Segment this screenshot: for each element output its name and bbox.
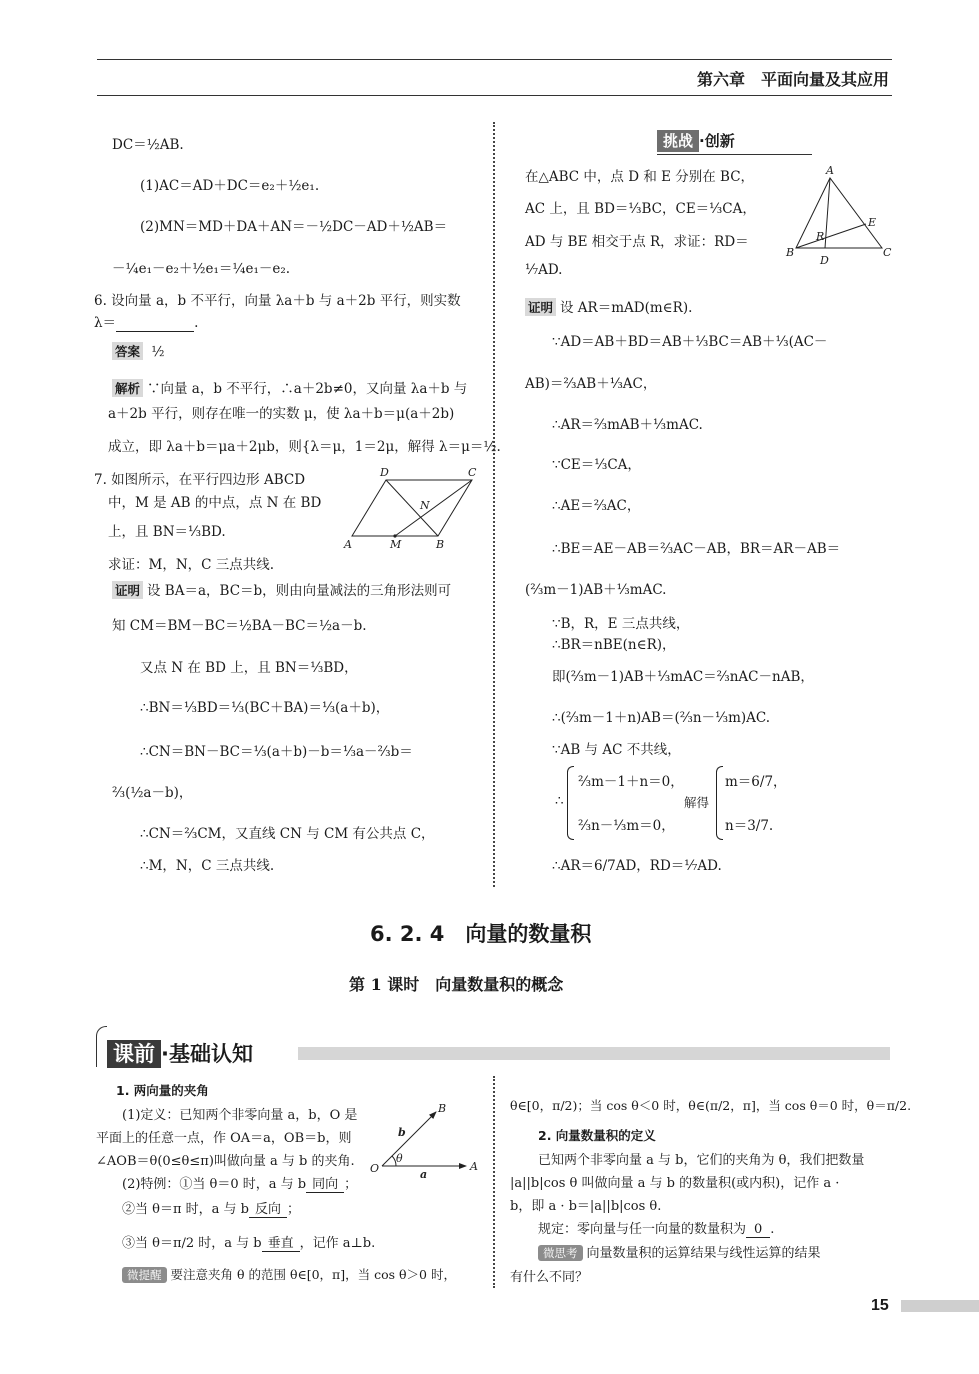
left-line-4: －¼e₁－e₂＋½e₁＝¼e₁－e₂. <box>112 261 291 277</box>
challenge-box: 挑战 <box>657 130 699 152</box>
hint-row <box>122 1265 456 1283</box>
challenge-line-1: 在△ABC 中，点 D 和 E 分别在 BC， <box>525 169 755 185</box>
fig7-label-d: D <box>380 466 389 479</box>
section-subtitle: 第 1 课时 向量数量积的概念 <box>349 975 564 994</box>
section-banner-bar <box>298 1047 890 1060</box>
angle-line-6 <box>122 1232 375 1252</box>
special-case-1-end: ； <box>344 1177 358 1192</box>
proof-t-line-12: ∴(⅔m－1＋n)AB＝(⅔n－⅓m)AC. <box>552 710 771 726</box>
section-banner-text: ·基础认知 <box>161 1042 253 1066</box>
dot-product-heading: 2. 向量数量积的定义 <box>538 1128 656 1143</box>
fig7-label-a: A <box>344 538 352 551</box>
system-eq-2: ⅔n－⅓m＝0， <box>578 818 675 834</box>
proof-t-line-4: ∴AR＝⅔mAB＋⅓mAC. <box>552 417 703 433</box>
challenge-line-2: AC 上，且 BD＝⅓BC，CE＝⅓CA， <box>525 201 756 217</box>
section-banner-corner <box>96 1026 107 1067</box>
proof-7-line-2: 知 CM＝BM－BC＝½BA－BC＝½a－b. <box>112 618 367 634</box>
angle-fig-label-b-point: B <box>438 1102 447 1115</box>
proof-t-line-10: ∴BR＝nBE(n∈R)， <box>552 637 676 653</box>
figT-label-b: B <box>786 246 795 259</box>
column-divider-top <box>493 122 495 887</box>
proof-t-line-6: ∴AE＝⅔AC， <box>552 498 641 514</box>
left-line-2: (1)AC＝AD＋DC＝e₂＋½e₁. <box>140 178 320 194</box>
think-row <box>538 1242 821 1261</box>
analysis-text-1: ∵向量 a，b 不平行，∴a＋2b≠0，又向量 λa＋b 与 <box>147 381 468 397</box>
proof-t-line-13: ∵AB 与 AC 不共线， <box>552 742 681 758</box>
proof-t-line-11: 即(⅔m－1)AB＋⅓mAC＝⅔nAC－nAB， <box>552 669 814 685</box>
special-case-3-end: ，记作 a⊥b. <box>299 1236 376 1251</box>
angle-line-1: (1)定义：已知两个非零向量 a，b，O 是 <box>122 1108 358 1123</box>
question-7-line-4: 求证：M，N，C 三点共线. <box>108 557 275 573</box>
system-left-brace <box>567 766 574 840</box>
system-right-brace <box>716 766 723 840</box>
angle-fig-label-b-vector: b <box>398 1126 406 1139</box>
angle-fig-label-o: O <box>370 1162 380 1175</box>
hint-think-text: 向量数量积的运算结果与线性运算的结果 <box>586 1246 821 1261</box>
answer-blank <box>116 315 194 332</box>
fill-same-direction: 同向 <box>306 1173 344 1193</box>
angle-line-5 <box>122 1198 300 1218</box>
proof-7-line-8: ∴M，N，C 三点共线. <box>140 858 275 874</box>
bottom-right-line-6: 有什么不同？ <box>510 1270 589 1285</box>
angle-fig-label-theta: θ <box>396 1152 403 1165</box>
analysis-line-3: 成立，即 λa＋b＝μa＋2μb，则{λ＝μ，1＝2μ，解得 λ＝μ＝½. <box>108 439 501 455</box>
proof-7-line-7: ∴CN＝⅔CM，又直线 CN 与 CM 有公共点 C， <box>140 826 435 842</box>
figT-label-c: C <box>883 246 892 259</box>
bottom-right-line-4: b，即 a · b＝|a||b|cos θ. <box>510 1199 662 1214</box>
analysis-tag: 解析 <box>112 379 143 397</box>
fill-perpendicular: 垂直 <box>262 1232 300 1252</box>
left-line-1: DC＝½AB. <box>112 137 184 153</box>
system-therefore: ∴ <box>555 793 564 809</box>
analysis-line-2: a＋2b 平行，则存在唯一的实数 μ，使 λa＋b＝μ(a＋2b) <box>108 406 455 422</box>
challenge-text: ·创新 <box>699 132 735 150</box>
chapter-title: 第六章 平面向量及其应用 <box>696 70 889 89</box>
special-case-1: (2)特例：①当 θ＝0 时，a 与 b <box>122 1177 307 1192</box>
figT-label-e: E <box>868 216 877 229</box>
page-number-bar <box>901 1300 979 1312</box>
zero-rule-end: . <box>770 1222 775 1237</box>
fig7-label-c: C <box>468 466 477 479</box>
proof-t-line-7: ∴BE＝AE－AB＝⅔AC－AB，BR＝AR－AB＝ <box>552 541 841 557</box>
bottom-right-line-1: θ∈[0，π/2)；当 cos θ＜0 时，θ∈(π/2，π]，当 cos θ＝0 时，θ＝π/2. <box>510 1098 912 1113</box>
left-line-3: (2)MN＝MD＋DA＋AN＝－½DC－AD＋½AB＝ <box>140 219 448 235</box>
header-bottom-rule <box>97 95 892 96</box>
question-6-line-2: λ＝ . <box>94 315 199 331</box>
special-case-3: ③当 θ＝π/2 时，a 与 b <box>122 1236 262 1251</box>
fig7-label-m: M <box>390 538 402 551</box>
angle-figure <box>366 1098 486 1178</box>
fig7-label-n: N <box>420 499 430 512</box>
answer-tag: 答案 <box>112 342 143 360</box>
system-eq-1: ⅔m－1＋n＝0， <box>578 774 684 790</box>
section-title: 6. 2. 4 向量的数量积 <box>370 922 592 946</box>
figT-label-a: A <box>826 164 834 177</box>
proof-t-line-2: ∵AD＝AB＋BD＝AB＋⅓BC＝AB＋⅓(AC－ <box>552 334 828 350</box>
bottom-right-line-3: |a||b|cos θ 叫做向量 a 与 b 的数量积(或内积)，记作 a · <box>510 1176 840 1191</box>
system-sol-2: n＝3/7. <box>725 818 774 834</box>
proof-7-line-1 <box>112 579 451 599</box>
proof-7-line-6: ⅔(½a－b)， <box>112 785 193 801</box>
proof-7-text-1: 设 BA＝a，BC＝b，则由向量减法的三角形法则可 <box>147 583 452 599</box>
angle-line-2: 平面上的任意一点，作 OA＝a，OB＝b，则 <box>96 1131 352 1146</box>
proof-tag-left: 证明 <box>112 581 143 599</box>
proof-t-line-15: ∴AR＝6/7AD，RD＝⅐AD. <box>552 858 722 874</box>
header-top-rule <box>97 59 892 60</box>
proof-7-line-4: ∴BN＝⅓BD＝⅓(BC＋BA)＝⅓(a＋b)， <box>140 700 390 716</box>
hint-remind-text: 要注意夹角 θ 的范围 θ∈[0，π]，当 cos θ＞0 时， <box>170 1267 456 1282</box>
special-case-2-end: ； <box>287 1202 301 1217</box>
proof-t-line-5: ∵CE＝⅓CA， <box>552 457 641 473</box>
proof-t-line-9: ∵B，R，E 三点共线， <box>552 616 690 632</box>
bottom-right-line-5 <box>538 1218 774 1238</box>
challenge-line-3: AD 与 BE 相交于点 R，求证：RD＝ <box>525 234 749 250</box>
proof-t-line-1 <box>525 296 692 316</box>
system-solve-label: 解得 <box>684 795 710 810</box>
parallelogram-figure <box>340 464 490 554</box>
system-sol-1: m＝6/7， <box>725 774 787 790</box>
answer-row <box>112 342 164 360</box>
proof-tag-right: 证明 <box>525 298 556 316</box>
proof-t-line-8: (⅔m－1)AB＋⅓mAC. <box>525 582 667 598</box>
zero-rule-text: 规定：零向量与任一向量的数量积为 <box>538 1222 747 1237</box>
question-7-line-3: 上，且 BN＝⅓BD. <box>108 524 226 540</box>
question-7-line-2: 中，M 是 AB 的中点，点 N 在 BD <box>108 495 322 511</box>
analysis-line-1 <box>112 377 467 397</box>
fill-opposite-direction: 反向 <box>249 1198 287 1218</box>
proof-t-line-3: AB)＝⅔AB＋⅓AC， <box>525 376 657 392</box>
triangle-figure <box>782 160 892 270</box>
angle-fig-label-a-vector: a <box>420 1168 428 1178</box>
angle-line-3: ∠AOB＝θ(0≤θ≤π)叫做向量 a 与 b 的夹角. <box>96 1154 355 1169</box>
fill-zero: 0 <box>746 1222 770 1238</box>
figT-label-r: R <box>816 230 825 243</box>
question-6-lambda: λ＝ <box>94 315 117 331</box>
page-number: 15 <box>871 1297 889 1314</box>
section-banner <box>107 1038 253 1068</box>
hint-remind-tag: 微提醒 <box>122 1267 167 1283</box>
bottom-right-line-2: 已知两个非零向量 a 与 b，它们的夹角为 θ，我们把数量 <box>538 1153 865 1168</box>
section-banner-box: 课前 <box>107 1040 161 1068</box>
angle-heading: 1. 两向量的夹角 <box>116 1083 209 1098</box>
challenge-heading <box>657 130 735 151</box>
fig7-label-b: B <box>436 538 445 551</box>
angle-fig-label-a-point: A <box>470 1160 478 1173</box>
special-case-2: ②当 θ＝π 时，a 与 b <box>122 1202 249 1217</box>
proof-t-text-1: 设 AR＝mAD(m∈R). <box>560 300 693 316</box>
question-7-line-1: 7. 如图所示，在平行四边形 ABCD <box>94 472 306 488</box>
proof-7-line-3: 又点 N 在 BD 上，且 BN＝⅓BD， <box>140 660 358 676</box>
column-divider-bottom <box>493 1076 495 1288</box>
challenge-underline <box>657 154 812 155</box>
hint-think-tag: 微思考 <box>538 1245 583 1261</box>
question-6-line-1: 6. 设向量 a，b 不平行，向量 λa＋b 与 a＋2b 平行，则实数 <box>94 293 461 309</box>
figT-label-d: D <box>820 254 829 267</box>
answer-value: ½ <box>151 344 165 360</box>
angle-line-4 <box>122 1173 357 1193</box>
challenge-line-4: ⅐AD. <box>525 262 563 278</box>
proof-7-line-5: ∴CN＝BN－BC＝⅓(a＋b)－b＝⅓a－⅔b＝ <box>140 744 413 760</box>
